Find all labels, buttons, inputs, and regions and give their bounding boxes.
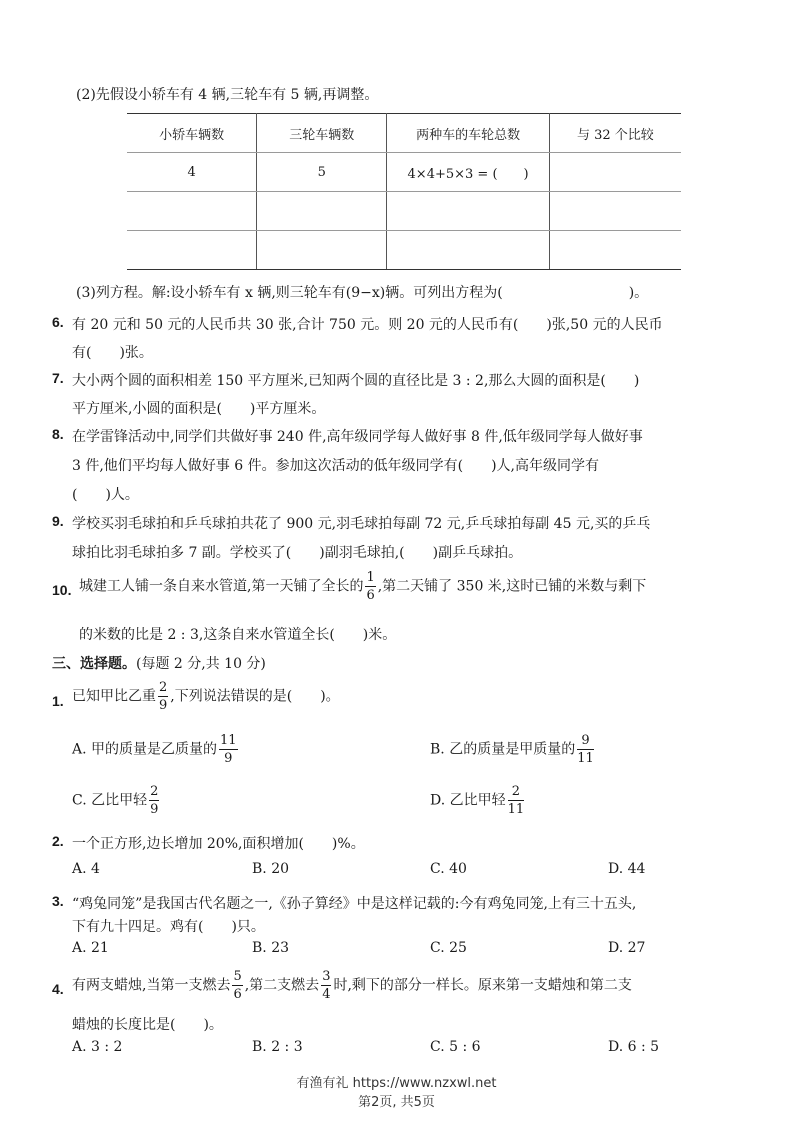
q7-number: 7. [52, 370, 64, 386]
table-cell [549, 153, 681, 192]
c1-option-d-fraction [508, 785, 525, 816]
q10-line1 [79, 571, 646, 602]
c4-option-d: D. 6 : 5 [608, 1039, 660, 1055]
c1-option-a-numerator: 11 [220, 733, 237, 748]
c1-option-a-text: A. 甲的质量是乙质量的 [72, 741, 218, 758]
c4-line1 [72, 970, 632, 1001]
c4-fraction-1 [232, 970, 242, 1001]
c1-option-a-fraction [219, 734, 238, 765]
q8-line3: ( )人。 [72, 487, 139, 503]
table-cell [257, 192, 387, 231]
c1-stem-a: 已知甲比乙重 [72, 688, 156, 705]
c2-option-d: D. 44 [608, 861, 646, 877]
c1-option-d-text: D. 乙比甲轻 [430, 792, 506, 809]
c1-stem [72, 681, 340, 712]
table-header: 小轿车辆数 [127, 114, 257, 153]
section3-note: (每题 2 分,共 10 分) [136, 656, 266, 672]
q7-line2: 平方厘米,小圆的面积是( )平方厘米。 [72, 401, 326, 417]
intro-line: (2)先假设小轿车有 4 辆,三轮车有 5 辆,再调整。 [76, 87, 379, 103]
c2-option-c: C. 40 [430, 861, 467, 877]
c1-option-c-text: C. 乙比甲轻 [72, 792, 148, 809]
c1-option-b-numerator: 9 [577, 734, 594, 750]
c1-option-b-fraction [577, 734, 594, 765]
c4-frac1-denominator: 6 [233, 987, 242, 1002]
table-cell [127, 192, 257, 231]
c4-frac2-numerator: 3 [322, 969, 331, 984]
c1-frac-numerator: 2 [159, 680, 168, 695]
q10-frac-numerator: 1 [366, 570, 375, 585]
table-cell [257, 231, 387, 270]
c2-option-b: B. 20 [252, 861, 290, 877]
q10-text-b: ,第二天铺了 350 米,这时已铺的米数与剩下 [377, 578, 647, 595]
c1-number: 1. [52, 693, 64, 709]
c4-option-b: B. 2 : 3 [252, 1039, 303, 1055]
c2-option-a: A. 4 [72, 861, 100, 877]
c3-option-c: C. 25 [430, 940, 467, 956]
c4-line2: 蜡烛的长度比是( )。 [72, 1017, 223, 1033]
c3-option-b: B. 23 [252, 940, 290, 956]
footer-watermark: 有渔有礼 https://www.nzxwl.net [296, 1076, 497, 1091]
table-header: 与 32 个比较 [549, 114, 681, 153]
calc-table [127, 113, 681, 270]
table-header: 两种车的车轮总数 [387, 114, 549, 153]
q10-number: 10. [52, 582, 72, 598]
c1-option-d-denominator: 11 [507, 802, 525, 817]
q6-number: 6. [52, 314, 64, 330]
c1-fraction [158, 681, 168, 712]
c2-number: 2. [52, 833, 64, 849]
c4-option-c: C. 5 : 6 [430, 1039, 481, 1055]
c4-text-a: 有两支蜡烛,当第一支燃去 [72, 977, 231, 994]
c4-fraction-2 [321, 970, 331, 1001]
section3-title: 三、选择题。 [52, 655, 136, 671]
q9-line2: 球拍比羽毛球拍多 7 副。学校买了( )副羽毛球拍,( )副乒乓球拍。 [72, 545, 523, 561]
q6-line2: 有( )张。 [72, 345, 153, 361]
table-cell: 5 [257, 153, 387, 192]
q9-line1: 学校买羽毛球拍和乒乓球拍共花了 900 元,羽毛球拍每副 72 元,乒乓球拍每副 45 元,买的乒乓 [72, 516, 651, 532]
c1-option-c [72, 785, 161, 816]
table-cell [549, 231, 681, 270]
footer-page-number: 第2页, 共5页 [358, 1095, 435, 1110]
c4-option-a: A. 3 : 2 [72, 1039, 123, 1055]
c1-option-b-denominator: 11 [577, 751, 594, 766]
c4-frac1-numerator: 5 [233, 969, 242, 984]
table-cell: 4 [127, 153, 257, 192]
table-cell [387, 231, 549, 270]
c3-number: 3. [52, 893, 64, 909]
c1-option-b-text: B. 乙的质量是甲质量的 [430, 741, 576, 758]
c3-option-a: A. 21 [72, 940, 109, 956]
c1-option-c-fraction [149, 785, 159, 816]
table-cell [549, 192, 681, 231]
c4-text-b: ,第二支燃去 [244, 977, 320, 994]
c1-option-b [430, 734, 596, 765]
c4-number: 4. [52, 981, 64, 997]
c4-text-c: 时,剩下的部分一样长。原来第一支蜡烛和第二支 [333, 977, 632, 994]
c1-option-d-numerator: 2 [508, 785, 525, 801]
c2-stem: 一个正方形,边长增加 20%,面积增加( )%。 [72, 836, 365, 852]
section3-heading [52, 653, 266, 673]
c1-option-a-denominator: 9 [224, 751, 233, 766]
table-row [127, 231, 681, 270]
c4-frac2-denominator: 4 [322, 987, 331, 1002]
c3-line2: 下有九十四足。鸡有( )只。 [72, 919, 265, 935]
table-cell [127, 231, 257, 270]
c3-line1: “鸡兔同笼”是我国古代名题之一,《孙子算经》中是这样记载的:今有鸡兔同笼,上有三十五头, [72, 896, 637, 912]
q10-fraction [365, 571, 375, 602]
q8-number: 8. [52, 426, 64, 442]
q8-line1: 在学雷锋活动中,同学们共做好事 240 件,高年级同学每人做好事 8 件,低年级同学每人做好事 [72, 429, 643, 445]
c1-option-a [72, 734, 240, 765]
q10-frac-denominator: 6 [366, 588, 375, 603]
table-cell: 4×4+5×3 = ( ) [387, 153, 549, 192]
q10-line2: 的米数的比是 2 : 3,这条自来水管道全长( )米。 [79, 627, 397, 643]
table-row [127, 153, 681, 192]
c1-option-c-numerator: 2 [150, 784, 159, 799]
q10-text-a: 城建工人铺一条自来水管道,第一天铺了全长的 [79, 578, 364, 595]
table-header-row [127, 114, 681, 153]
q8-line2: 3 件,他们平均每人做好事 6 件。参加这次活动的低年级同学有( )人,高年级同学有 [72, 458, 599, 474]
c1-stem-b: ,下列说法错误的是( )。 [170, 688, 340, 705]
table-header: 三轮车辆数 [257, 114, 387, 153]
table-row [127, 192, 681, 231]
c3-option-d: D. 27 [608, 940, 646, 956]
q7-line1: 大小两个圆的面积相差 150 平方厘米,已知两个圆的直径比是 3 : 2,那么大圆的面积是( ) [72, 373, 640, 389]
c1-frac-denominator: 9 [159, 698, 168, 713]
table-cell [387, 192, 549, 231]
c1-option-d [430, 785, 526, 816]
q9-number: 9. [52, 513, 64, 529]
part3-equation: (3)列方程。解:设小轿车有 x 辆,则三轮车有(9−x)辆。可列出方程为( )。 [76, 285, 649, 301]
c1-option-c-denominator: 9 [150, 802, 159, 817]
q6-line1: 有 20 元和 50 元的人民币共 30 张,合计 750 元。则 20 元的人民币有( )张,50 元的人民币 [72, 317, 663, 333]
